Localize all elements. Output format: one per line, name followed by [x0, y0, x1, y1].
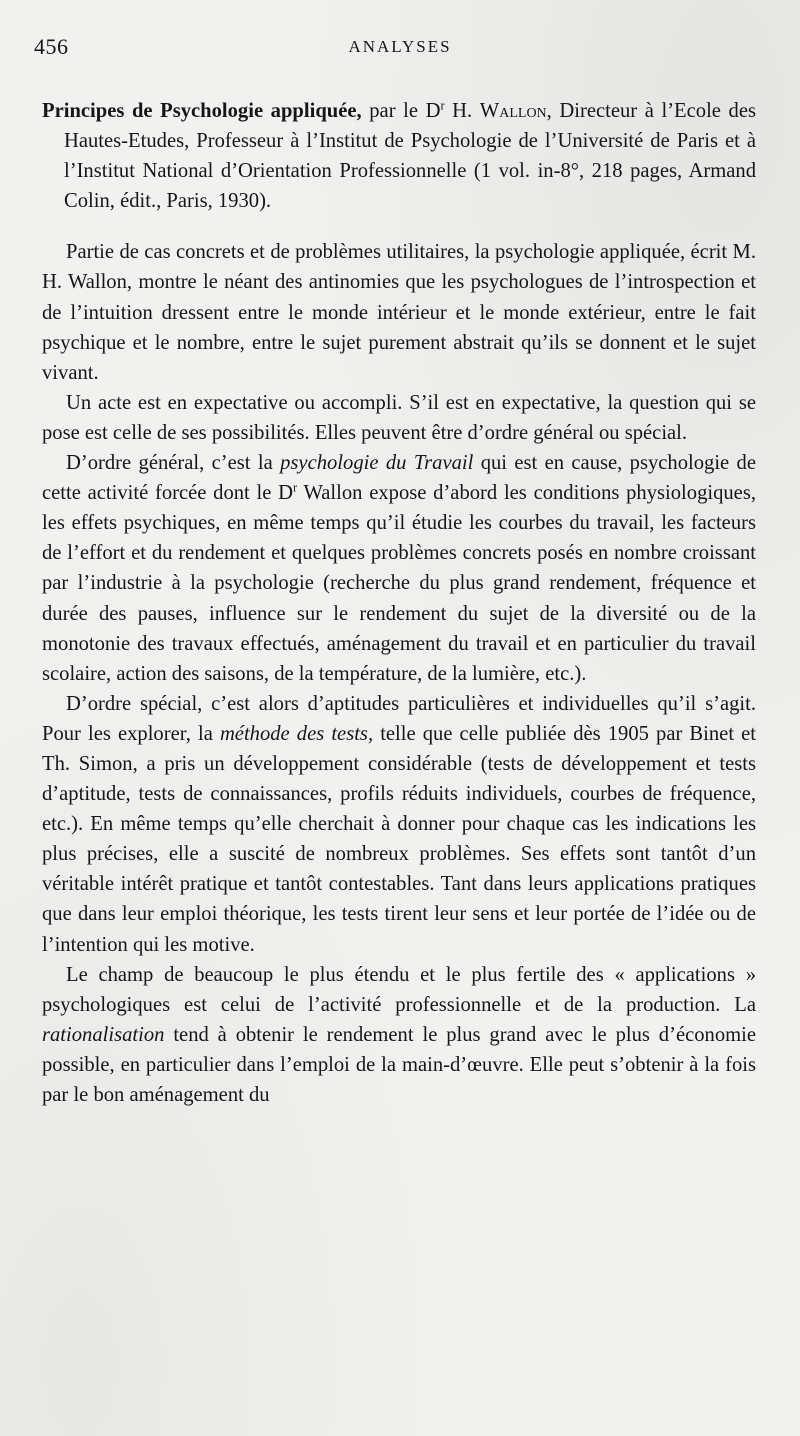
page-body [42, 96, 756, 1110]
author-name: Wallon, [479, 100, 552, 122]
running-head: ANALYSES [348, 37, 452, 56]
paragraph-3-text-c: Wallon expose d’abord les conditions physiologiques, les effets psychiques, en même temps qu’il étudie les courbes du travail, les facteurs de l’effort et du rendement et quelques problèmes concrets posés en nombre croissant par l’industrie à la psychologie (recherche du plus grand rendement, fréquence et durée des pauses, influence sur le rendement du sujet de la diversité ou de la monotonie des travaux effectués, aménagement du travail et en particulier du travail scolaire, action des saisons, de la température, de la lumière, etc.). [42, 482, 756, 685]
reference-details: Directeur à l’Ecole des Hautes-Etudes, Professeur à l’Institut de Psychologie de l’Université de Paris et à l’Institut National d’Orientation Professionnelle (1 vol. in-8°, 218 pages, Armand Colin, édit., Paris, 1930). [64, 100, 756, 213]
paragraph-3-text-b: qui est en cause, psychologie de cette activité forcée dont le D [42, 452, 756, 505]
paragraph-5-emphasis: rationalisation [42, 1023, 165, 1046]
paragraph-5-text-b: tend à obtenir le rendement le plus grand avec le plus d’économie possible, en particulier dans l’emploi de la main-d’œuvre. Elle peut s’obtenir à la fois par le bon aménagement du [42, 1023, 756, 1106]
paragraph-4-text-a: D’ordre spécial, c’est alors d’aptitudes particulières et individuelles qu’il s’agit. Pour les explorer, la [42, 692, 756, 745]
paragraph-5 [42, 960, 756, 1110]
paragraph-3-text-a: D’ordre général, c’est la [66, 452, 281, 475]
paragraph-3-emphasis: psychologie du Travail [280, 452, 474, 475]
paragraph-4-text-b: telle que celle publiée dès 1905 par Binet et Th. Simon, a pris un développement considérable (tests de développement et tests d’aptitude, tests de connaissances, profils réduits individuels, courbes de fréquence, etc.). En même temps qu’elle cherchait à donner pour chaque cas les indications les plus précises, elle a suscité de nombreux problèmes. Ses effets sont tantôt d’un véritable intérêt pratique et tantôt contestables. Tant dans leurs applications pratiques que dans leur emploi théorique, les tests tirent leur sens et leur portée de l’idée ou de l’intention qui les motive. [42, 722, 756, 956]
paragraph-3-dr-superscript: r [293, 480, 298, 495]
bibliographic-reference [42, 96, 756, 216]
reference-by: par le D [361, 100, 441, 122]
reference-initial: H. [444, 100, 480, 122]
book-title: Principes de Psychologie appliquée, [42, 100, 362, 122]
paragraph-5-text-a: Le champ de beaucoup le plus étendu et le plus fertile des « applications » psychologiques est celui de l’activité professionnelle et de la production. La [42, 963, 756, 1016]
page-number: 456 [34, 34, 69, 59]
paragraph-2: Un acte est en expectative ou accompli. S’il est en expectative, la question qui se pose est celle de ses possibilités. Elles peuvent être d’ordre général ou spécial. [42, 391, 756, 444]
paragraph-3 [42, 448, 756, 689]
paragraph-4 [42, 689, 756, 960]
paragraph-4-emphasis: méthode des tests, [219, 722, 374, 745]
paragraph-1: Partie de cas concrets et de problèmes utilitaires, la psychologie appliquée, écrit M. H. Wallon, montre le néant des antinomies que les psychologues de l’introspection et de l’intuition dressent entre le monde intérieur et le monde extérieur, entre le fait psychique et le nombre, entre le sujet purement abstrait qu’ils se donnent et le sujet vivant. [42, 241, 756, 384]
page-header [34, 34, 766, 64]
reference-dr-superscript: r [440, 98, 445, 113]
